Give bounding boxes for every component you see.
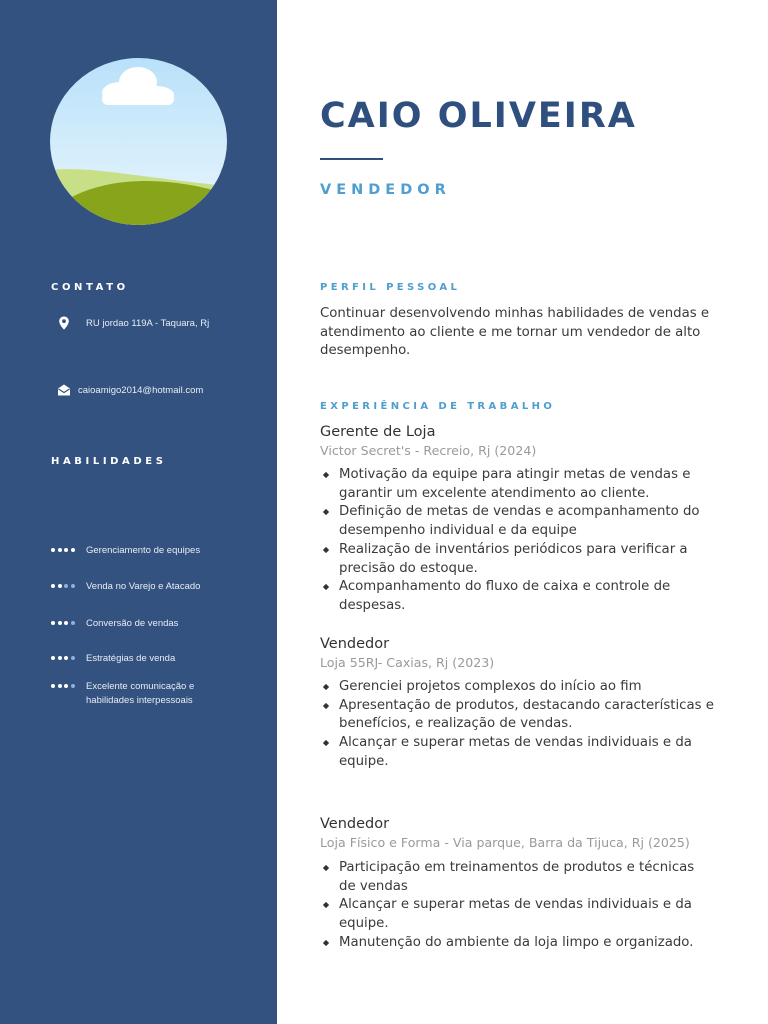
- profile-heading: PERFIL PESSOAL: [320, 282, 461, 293]
- avatar-placeholder-icon: [50, 58, 227, 225]
- page-title: CAIO OLIVEIRA: [320, 96, 637, 136]
- skill-level-dots: [51, 684, 86, 688]
- skill-item: [51, 617, 236, 631]
- skill-level-dots: [51, 584, 86, 588]
- skill-label: Conversão de vendas: [86, 618, 179, 629]
- square-bullet-icon: [323, 740, 329, 746]
- job-bullets: [320, 678, 715, 772]
- skills-heading: HABILIDADES: [51, 456, 167, 467]
- skill-item: [51, 680, 226, 707]
- square-bullet-icon: [323, 902, 329, 908]
- skill-label: Venda no Varejo e Atacado: [86, 581, 201, 592]
- square-bullet-icon: [323, 584, 329, 590]
- list-item: Acompanhamento do fluxo de caixa e controle de despesas.: [320, 578, 715, 615]
- square-bullet-icon: [323, 940, 329, 946]
- email-row: [56, 382, 203, 398]
- skill-item: [51, 580, 236, 594]
- job-company: Victor Secret's - Recreio, Rj (2024): [320, 443, 537, 458]
- skill-level-dots: [51, 621, 86, 625]
- square-bullet-icon: [323, 684, 329, 690]
- square-bullet-icon: [323, 509, 329, 515]
- list-item: Alcançar e superar metas de vendas individuais e da equipe.: [320, 896, 715, 933]
- job-company: Loja Físico e Forma - Via parque, Barra da Tijuca, Rj (2025): [320, 835, 690, 850]
- list-item: Manutenção do ambiente da loja limpo e organizado.: [320, 934, 715, 953]
- address-text: RU jordao 119A - Taquara, Rj: [86, 317, 210, 329]
- skill-item: [51, 652, 236, 666]
- title-divider: [320, 158, 383, 160]
- job-title: Vendedor: [320, 636, 390, 652]
- email-link[interactable]: caioamigo2014@hotmail.com: [78, 384, 204, 396]
- job-title: Vendedor: [320, 816, 390, 832]
- list-item: Realização de inventários periódicos para verificar a precisão do estoque.: [320, 541, 715, 578]
- profile-text: Continuar desenvolvendo minhas habilidades de vendas e atendimento ao cliente e me tornar um vendedor de alto desempenho.: [320, 306, 710, 359]
- skill-level-dots: [51, 548, 86, 552]
- list-item: Definição de metas de vendas e acompanhamento do desempenho individual e da equipe: [320, 503, 715, 540]
- square-bullet-icon: [323, 472, 329, 478]
- skill-item: [51, 544, 236, 558]
- sidebar: [0, 0, 277, 1024]
- skill-label: Excelente comunicação e habilidades interpessoais: [86, 681, 195, 706]
- experience-heading: EXPERIÊNCIA DE TRABALHO: [320, 401, 556, 412]
- list-item: Motivação da equipe para atingir metas de vendas e garantir um excelente atendimento ao cliente.: [320, 466, 715, 503]
- address-row: [56, 315, 209, 331]
- job-company: Loja 55RJ- Caxias, Rj (2023): [320, 655, 495, 670]
- job-title: Gerente de Loja: [320, 424, 436, 440]
- contact-heading: CONTATO: [51, 282, 129, 293]
- job-bullets: [320, 859, 715, 953]
- list-item: Apresentação de produtos, destacando características e benefícios, e realização de vendas.: [320, 697, 715, 734]
- skill-label: Estratégias de venda: [86, 653, 176, 664]
- envelope-icon: [56, 382, 72, 398]
- skill-level-dots: [51, 656, 86, 660]
- list-item: Gerenciei projetos complexos do início ao fim: [320, 678, 715, 697]
- job-bullets: [320, 466, 715, 616]
- skill-label: Gerenciamento de equipes: [86, 545, 201, 556]
- map-pin-icon: [56, 315, 72, 331]
- square-bullet-icon: [323, 547, 329, 553]
- square-bullet-icon: [323, 865, 329, 871]
- list-item: Participação em treinamentos de produtos e técnicas de vendas: [320, 859, 715, 896]
- square-bullet-icon: [323, 703, 329, 709]
- list-item: Alcançar e superar metas de vendas individuais e da equipe.: [320, 734, 715, 771]
- job-role: VENDEDOR: [320, 182, 451, 198]
